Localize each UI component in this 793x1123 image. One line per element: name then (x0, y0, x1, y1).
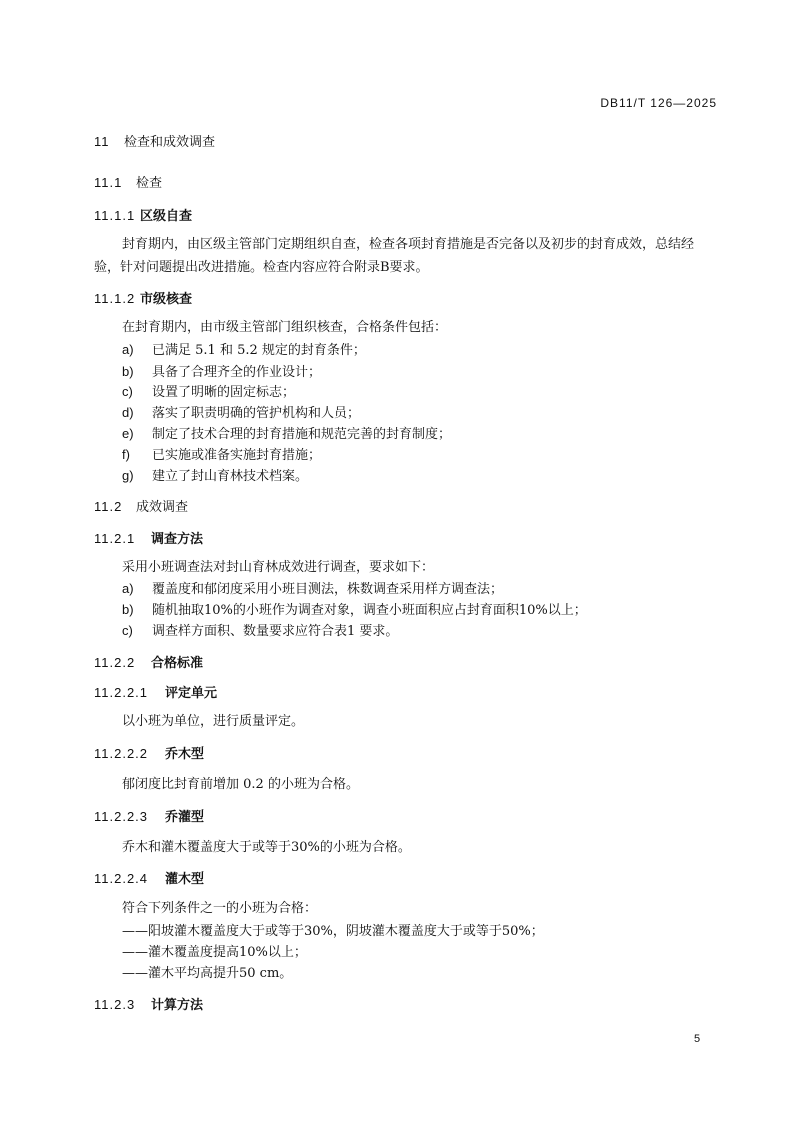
list-marker: a) (122, 581, 134, 596)
list-item (122, 465, 308, 484)
heading-title: 调查方法 (151, 532, 204, 547)
list-item (122, 444, 321, 463)
list-item (122, 402, 360, 421)
paragraph-intro: 采用小班调查法对封山育林成效进行调查，要求如下： (122, 560, 435, 575)
heading-title: 检查 (136, 176, 163, 191)
heading-11-2-2 (94, 652, 203, 671)
heading-number: 11.2.2.2 (94, 746, 149, 761)
list-text: 落实了职责明确的管护机构和人员； (152, 406, 361, 421)
list-text: 随机抽取10%的小班作为调查对象，调查小班面积应占封育面积10%以上； (152, 603, 587, 618)
heading-number: 11.2.2.4 (94, 871, 149, 886)
list-marker: g) (122, 468, 134, 483)
heading-title: 乔灌型 (165, 810, 205, 825)
page-number: 5 (694, 1033, 701, 1045)
list-marker: c) (122, 623, 133, 638)
heading-11-2 (94, 496, 188, 515)
heading-number: 11 (94, 134, 110, 149)
heading-number: 11.2.2 (94, 655, 136, 670)
list-text: 已满足 5.1 和 5.2 规定的封育条件； (152, 343, 366, 358)
list-marker: f) (122, 447, 130, 462)
list-text: 已实施或准备实施封育措施； (152, 448, 322, 463)
heading-number: 11.2.1 (94, 531, 136, 546)
heading-11-2-3 (94, 994, 203, 1013)
heading-title: 合格标准 (151, 656, 204, 671)
heading-number: 11.1.1 (94, 208, 136, 223)
heading-number: 11.1.2 (94, 291, 136, 306)
heading-title: 成效调查 (136, 500, 189, 515)
list-text: 具备了合理齐全的作业设计； (152, 365, 322, 380)
list-text: 建立了封山育林技术档案。 (152, 469, 309, 484)
list-text: 调查样方面积、数量要求应符合表1 要求。 (152, 624, 399, 639)
document-code-header: DB11/T 126—2025 (600, 96, 717, 110)
list-text: 设置了明晰的固定标志； (152, 385, 296, 400)
paragraph-intro: 在封育期内，由市级主管部门组织核查，合格条件包括： (122, 320, 448, 335)
list-item (122, 339, 366, 358)
heading-number: 11.2.2.3 (94, 809, 149, 824)
heading-11-1-2 (94, 288, 192, 307)
list-marker: e) (122, 426, 134, 441)
heading-11-2-2-2 (94, 743, 204, 762)
heading-number: 11.2 (94, 499, 123, 514)
heading-title: 市级核查 (140, 292, 193, 307)
heading-title: 评定单元 (165, 686, 218, 701)
heading-11-2-1 (94, 528, 203, 547)
dash-list-item: ——灌木平均高提升50 cm。 (122, 966, 293, 981)
list-item (122, 578, 503, 597)
list-marker: d) (122, 405, 134, 420)
list-text: 覆盖度和郁闭度采用小班目测法，株数调查采用样方调查法； (152, 582, 504, 597)
dash-list-item: ——灌木覆盖度提高10%以上； (122, 945, 307, 960)
list-marker: b) (122, 364, 134, 379)
heading-title: 检查和成效调查 (124, 135, 216, 150)
heading-11-1-1 (94, 205, 192, 224)
paragraph-intro: 符合下列条件之一的小班为合格： (122, 901, 318, 916)
heading-title: 灌木型 (165, 872, 205, 887)
list-text: 制定了技术合理的封育措施和规范完善的封育制度； (152, 427, 452, 442)
paragraph-arbor-type: 郁闭度比封育前增加 0.2 的小班为合格。 (122, 777, 359, 792)
heading-11 (94, 131, 215, 150)
heading-number: 11.1 (94, 175, 123, 190)
heading-number: 11.2.2.1 (94, 685, 149, 700)
list-item (122, 361, 321, 380)
paragraph-self-inspection: 封育期内，由区级主管部门定期组织自查，检查各项封育措施是否完备以及初步的封育成效，总结经验，针对问题提出改进措施。检查内容应符合附录B要求。 (94, 237, 695, 275)
heading-title: 区级自查 (140, 209, 193, 224)
heading-11-2-2-1 (94, 682, 217, 701)
heading-11-2-2-3 (94, 806, 204, 825)
dash-list-item: ——阳坡灌木覆盖度大于或等于30%，阴坡灌木覆盖度大于或等于50%； (122, 924, 544, 939)
list-item (122, 423, 451, 442)
paragraph-arbor-shrub-type: 乔木和灌木覆盖度大于或等于30%的小班为合格。 (122, 840, 411, 855)
list-item (122, 620, 398, 639)
list-item (122, 599, 587, 618)
list-item (122, 381, 295, 400)
heading-title: 计算方法 (151, 998, 204, 1013)
heading-number: 11.2.3 (94, 997, 136, 1012)
paragraph-evaluation-unit: 以小班为单位，进行质量评定。 (122, 714, 305, 729)
list-marker: c) (122, 384, 133, 399)
heading-11-1 (94, 172, 162, 191)
list-marker: a) (122, 342, 134, 357)
list-marker: b) (122, 602, 134, 617)
heading-11-2-2-4 (94, 868, 204, 887)
heading-title: 乔木型 (165, 747, 205, 762)
